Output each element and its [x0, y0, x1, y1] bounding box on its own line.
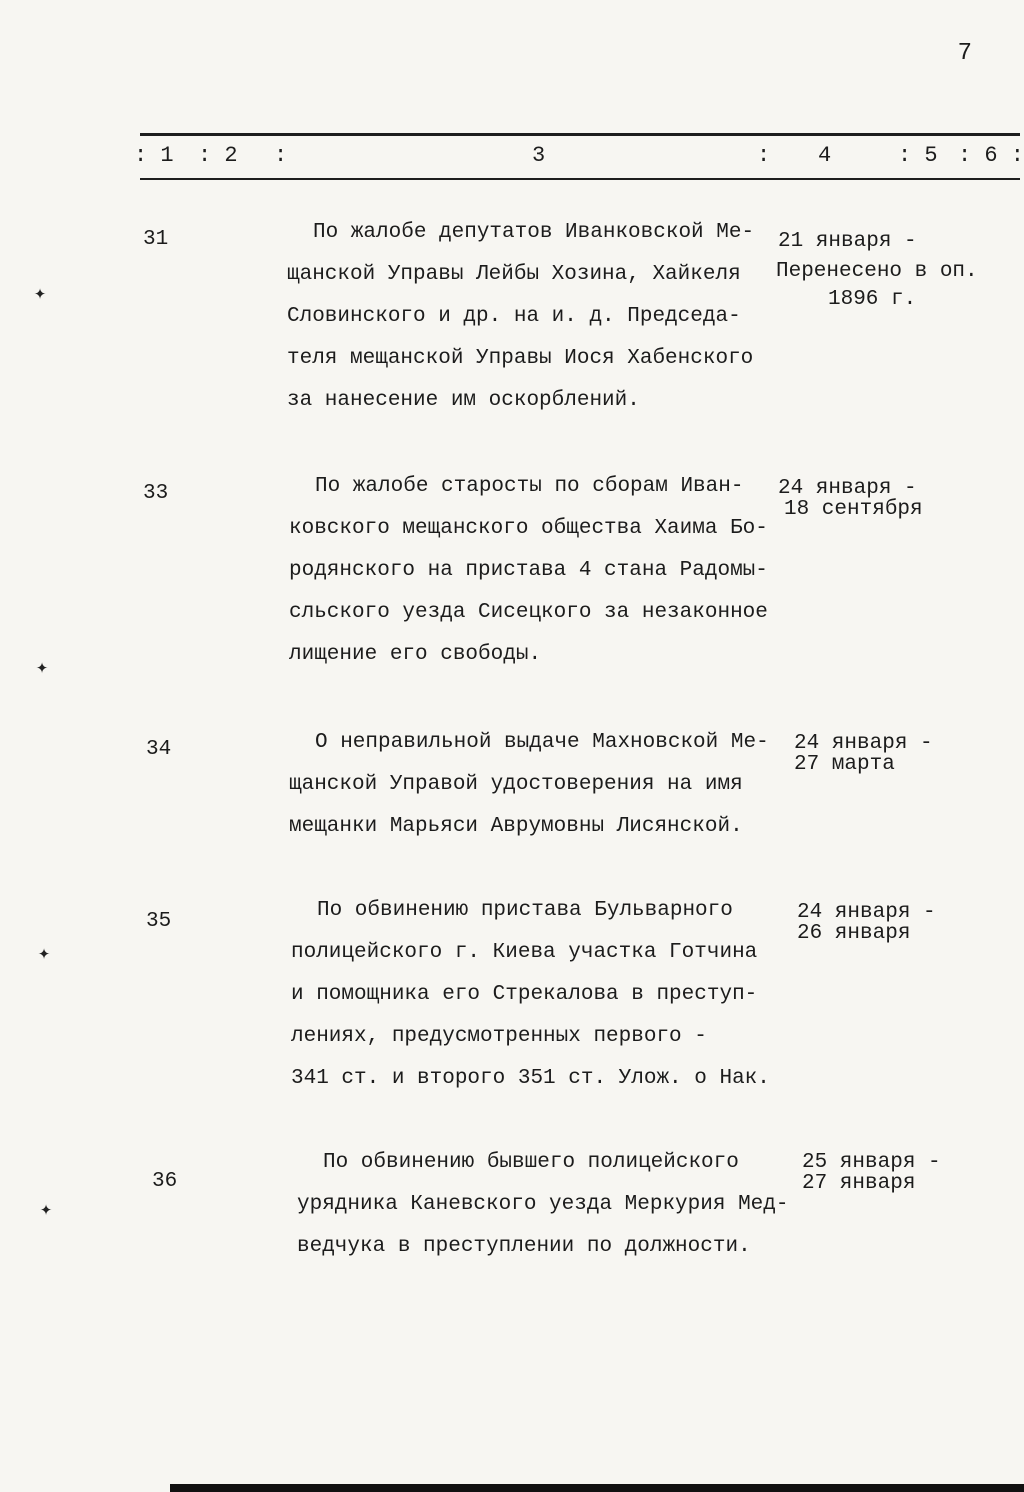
entry-date-start: 24 января - [797, 901, 936, 924]
entry-text-line: Словинского и др. на и. д. Председа- [287, 305, 741, 328]
header-col-3: 3 [532, 143, 546, 168]
entry-text-line: По обвинению бывшего полицейского [323, 1151, 739, 1174]
header-col-4: 4 [818, 143, 832, 168]
entry-transfer-year: 1896 г. [828, 288, 917, 311]
entry-date-start: 21 января - [778, 230, 917, 253]
entry-text-line: урядника Каневского уезда Меркурия Мед- [297, 1193, 789, 1216]
page-bottom-edge [170, 1484, 1024, 1492]
entry-text-line: теля мещанской Управы Иося Хабенского [287, 347, 754, 370]
entry-dates [802, 1152, 941, 1194]
entry-text-line: за нанесение им оскорблений. [287, 389, 640, 412]
entry-text-line: лениях, предусмотренных первого - [291, 1025, 707, 1048]
entry-description [297, 1142, 788, 1268]
entry-dates [794, 733, 933, 775]
header-col-5: : 5 [898, 143, 938, 168]
entry-description [289, 722, 769, 848]
entry-description [289, 466, 768, 676]
entry-text-line: мещанки Марьяси Аврумовны Лисянской. [289, 815, 743, 838]
entry-date-end: 27 января [802, 1172, 916, 1195]
entry-text-line: сльского уезда Сисецкого за незаконное [289, 601, 768, 624]
table-header-rule-top [140, 133, 1020, 136]
entry-dates [797, 902, 936, 944]
entry-number: 31 [143, 228, 169, 251]
header-col-4-separator: : [757, 143, 771, 168]
entry-text-line: По жалобе депутатов Иванковской Ме- [313, 221, 755, 244]
entry-transfer-note: Перенесено в оп. [776, 260, 978, 283]
binding-hole-mark: ✦ [38, 943, 51, 966]
entry-text-line: ведчука в преступлении по должности. [297, 1235, 751, 1258]
table-header-rule-bottom [140, 178, 1020, 180]
entry-date-start: 25 января - [802, 1151, 941, 1174]
binding-hole-mark: ✦ [36, 657, 49, 680]
entry-date-end: 18 сентября [784, 498, 923, 521]
binding-hole-mark: ✦ [40, 1199, 53, 1222]
entry-number: 36 [152, 1170, 178, 1193]
header-col-2: : 2 [198, 143, 238, 168]
entry-text-line: и помощника его Стрекалова в преступ- [291, 983, 758, 1006]
entry-number: 35 [146, 910, 172, 933]
entry-description [291, 890, 770, 1100]
binding-hole-mark: ✦ [34, 283, 47, 306]
entry-dates [776, 224, 978, 318]
entry-dates [778, 478, 923, 520]
entry-text-line: ковского мещанского общества Хаима Бо- [289, 517, 768, 540]
entry-text-line: родянского на пристава 4 стана Радомы- [289, 559, 768, 582]
page-number: 7 [957, 40, 972, 67]
header-col-2-separator: : [274, 143, 288, 168]
table-header [0, 143, 1024, 175]
entry-text-line: щанской Управы Лейбы Хозина, Хайкеля [287, 263, 741, 286]
entry-number: 34 [146, 738, 172, 761]
entry-number: 33 [143, 482, 169, 505]
header-col-1: : 1 [134, 143, 174, 168]
entry-date-start: 24 января - [794, 732, 933, 755]
entry-text-line: О неправильной выдаче Махновской Ме- [315, 731, 769, 754]
entry-text-line: По обвинению пристава Бульварного [317, 899, 733, 922]
entry-text-line: полицейского г. Киева участка Готчина [291, 941, 758, 964]
entry-date-end: 27 марта [794, 753, 895, 776]
entry-text-line: щанской Управой удостоверения на имя [289, 773, 743, 796]
header-col-6: : 6 : [958, 143, 1024, 168]
entry-text-line: 341 ст. и второго 351 ст. Улож. о Нак. [291, 1067, 770, 1090]
entry-date-end: 26 января [797, 922, 911, 945]
entry-text-line: По жалобе старосты по сборам Иван- [315, 475, 744, 498]
entry-text-line: лищение его свободы. [289, 643, 542, 666]
entry-date-start: 24 января - [778, 477, 917, 500]
entry-description [287, 212, 754, 422]
